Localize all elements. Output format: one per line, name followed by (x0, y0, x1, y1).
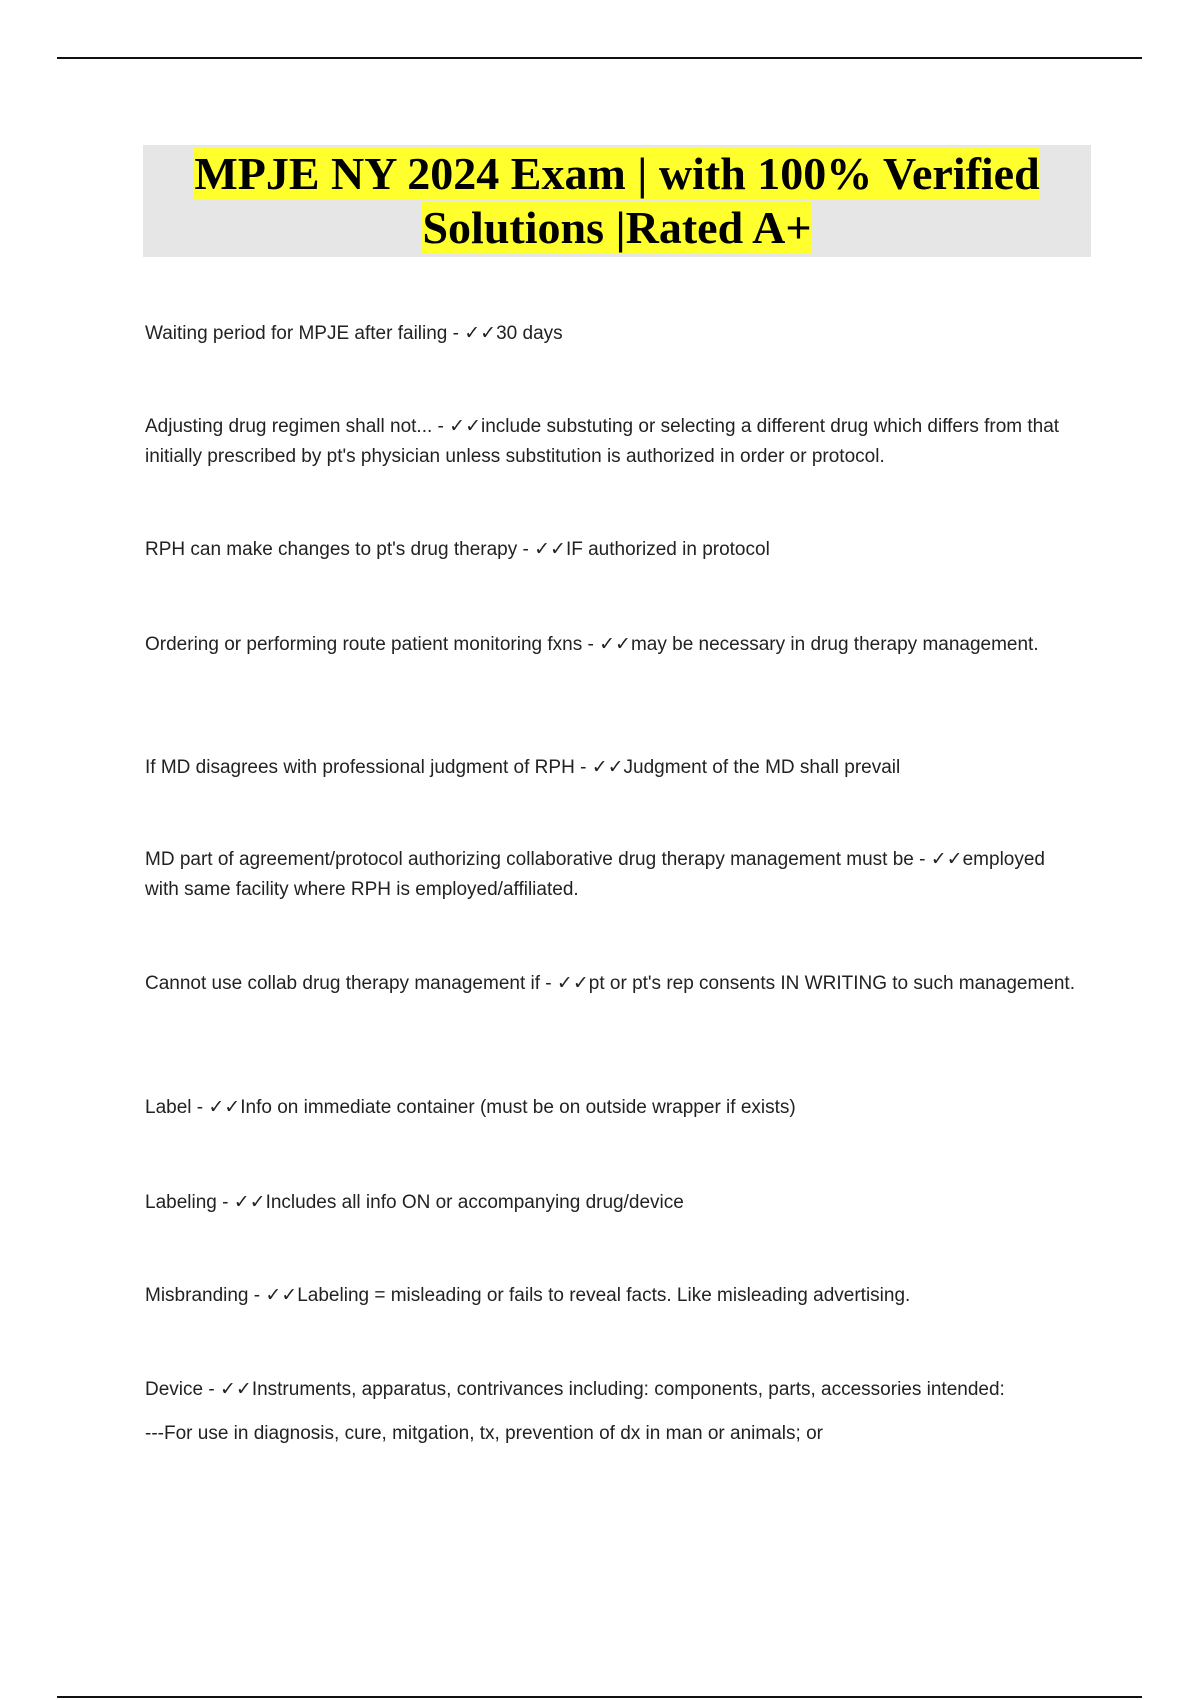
qa-item (145, 411, 1075, 472)
check-icon: ✓✓ (233, 1191, 266, 1213)
answer-text: Instruments, apparatus, contrivances including: components, parts, accessories intended: (251, 1379, 1005, 1400)
check-icon: ✓✓ (449, 415, 482, 437)
check-icon: ✓✓ (534, 538, 566, 560)
bottom-rule (57, 1696, 1142, 1698)
document-title (194, 147, 1039, 255)
separator: - (540, 973, 557, 994)
check-icon: ✓✓ (464, 322, 497, 344)
qa-item (145, 1092, 1075, 1123)
question-text: Labeling (145, 1192, 217, 1213)
qa-item (145, 968, 1075, 999)
answer-text: Labeling = misleading or fails to reveal facts. Like misleading advertising. (297, 1285, 911, 1306)
qa-item (145, 1374, 1145, 1405)
question-text: Label (145, 1097, 192, 1118)
answer-text: employed with same facility where RPH is employed/affiliated. (145, 849, 1045, 900)
question-text: Misbranding (145, 1285, 249, 1306)
check-icon: ✓✓ (930, 848, 963, 870)
qa-item (145, 534, 1075, 565)
separator: - (582, 634, 600, 655)
top-rule (57, 57, 1142, 59)
question-text: RPH can make changes to pt's drug therapy (145, 539, 518, 560)
check-icon: ✓✓ (556, 972, 589, 994)
question-text: Ordering or performing route patient monitoring fxns (145, 634, 583, 655)
title-line-2: Solutions |Rated A+ (422, 202, 812, 253)
qa-item (145, 629, 1075, 660)
answer-text: may be necessary in drug therapy management. (630, 634, 1039, 655)
question-text: Device (145, 1379, 204, 1400)
qa-item (145, 1187, 1075, 1218)
separator: - (191, 1097, 209, 1118)
question-text: MD part of agreement/protocol authorizing collaborative drug therapy management must be (145, 849, 914, 870)
check-icon: ✓✓ (219, 1378, 252, 1400)
continuation-line: ---For use in diagnosis, cure, mitgation, tx, prevention of dx in man or animals; or (145, 1423, 823, 1444)
answer-text: IF authorized in protocol (565, 539, 770, 560)
title-line-1: MPJE NY 2024 Exam | with 100% Verified (194, 148, 1040, 199)
separator: - (248, 1285, 266, 1306)
separator: - (216, 1192, 234, 1213)
title-banner (143, 145, 1091, 257)
answer-text: Info on immediate container (must be on outside wrapper if exists) (240, 1097, 796, 1118)
question-text: Waiting period for MPJE after failing (145, 323, 448, 344)
separator: - (574, 757, 592, 778)
separator: - (432, 416, 450, 437)
answer-text: pt or pt's rep consents IN WRITING to such management. (588, 973, 1075, 994)
check-icon: ✓✓ (599, 633, 631, 655)
answer-text: Judgment of the MD shall prevail (623, 757, 901, 778)
question-text: Cannot use collab drug therapy management if (145, 973, 541, 994)
separator: - (203, 1379, 220, 1400)
question-text: If MD disagrees with professional judgment of RPH (145, 757, 575, 778)
separator: - (447, 323, 465, 344)
check-icon: ✓✓ (591, 756, 624, 778)
answer-text: 30 days (496, 323, 563, 344)
qa-item (145, 1280, 1075, 1311)
check-icon: ✓✓ (265, 1284, 298, 1306)
separator: - (517, 539, 535, 560)
answer-text: include substuting or selecting a different drug which differs from that initially prescribed by pt's physician unless substitution is authorized in order or protocol. (145, 416, 1060, 467)
qa-item (145, 318, 1075, 349)
separator: - (913, 849, 931, 870)
check-icon: ✓✓ (208, 1096, 241, 1118)
qa-item (145, 752, 1075, 783)
answer-text: Includes all info ON or accompanying drug/device (265, 1192, 684, 1213)
qa-item (145, 844, 1075, 905)
question-text: Adjusting drug regimen shall not... (145, 416, 433, 437)
